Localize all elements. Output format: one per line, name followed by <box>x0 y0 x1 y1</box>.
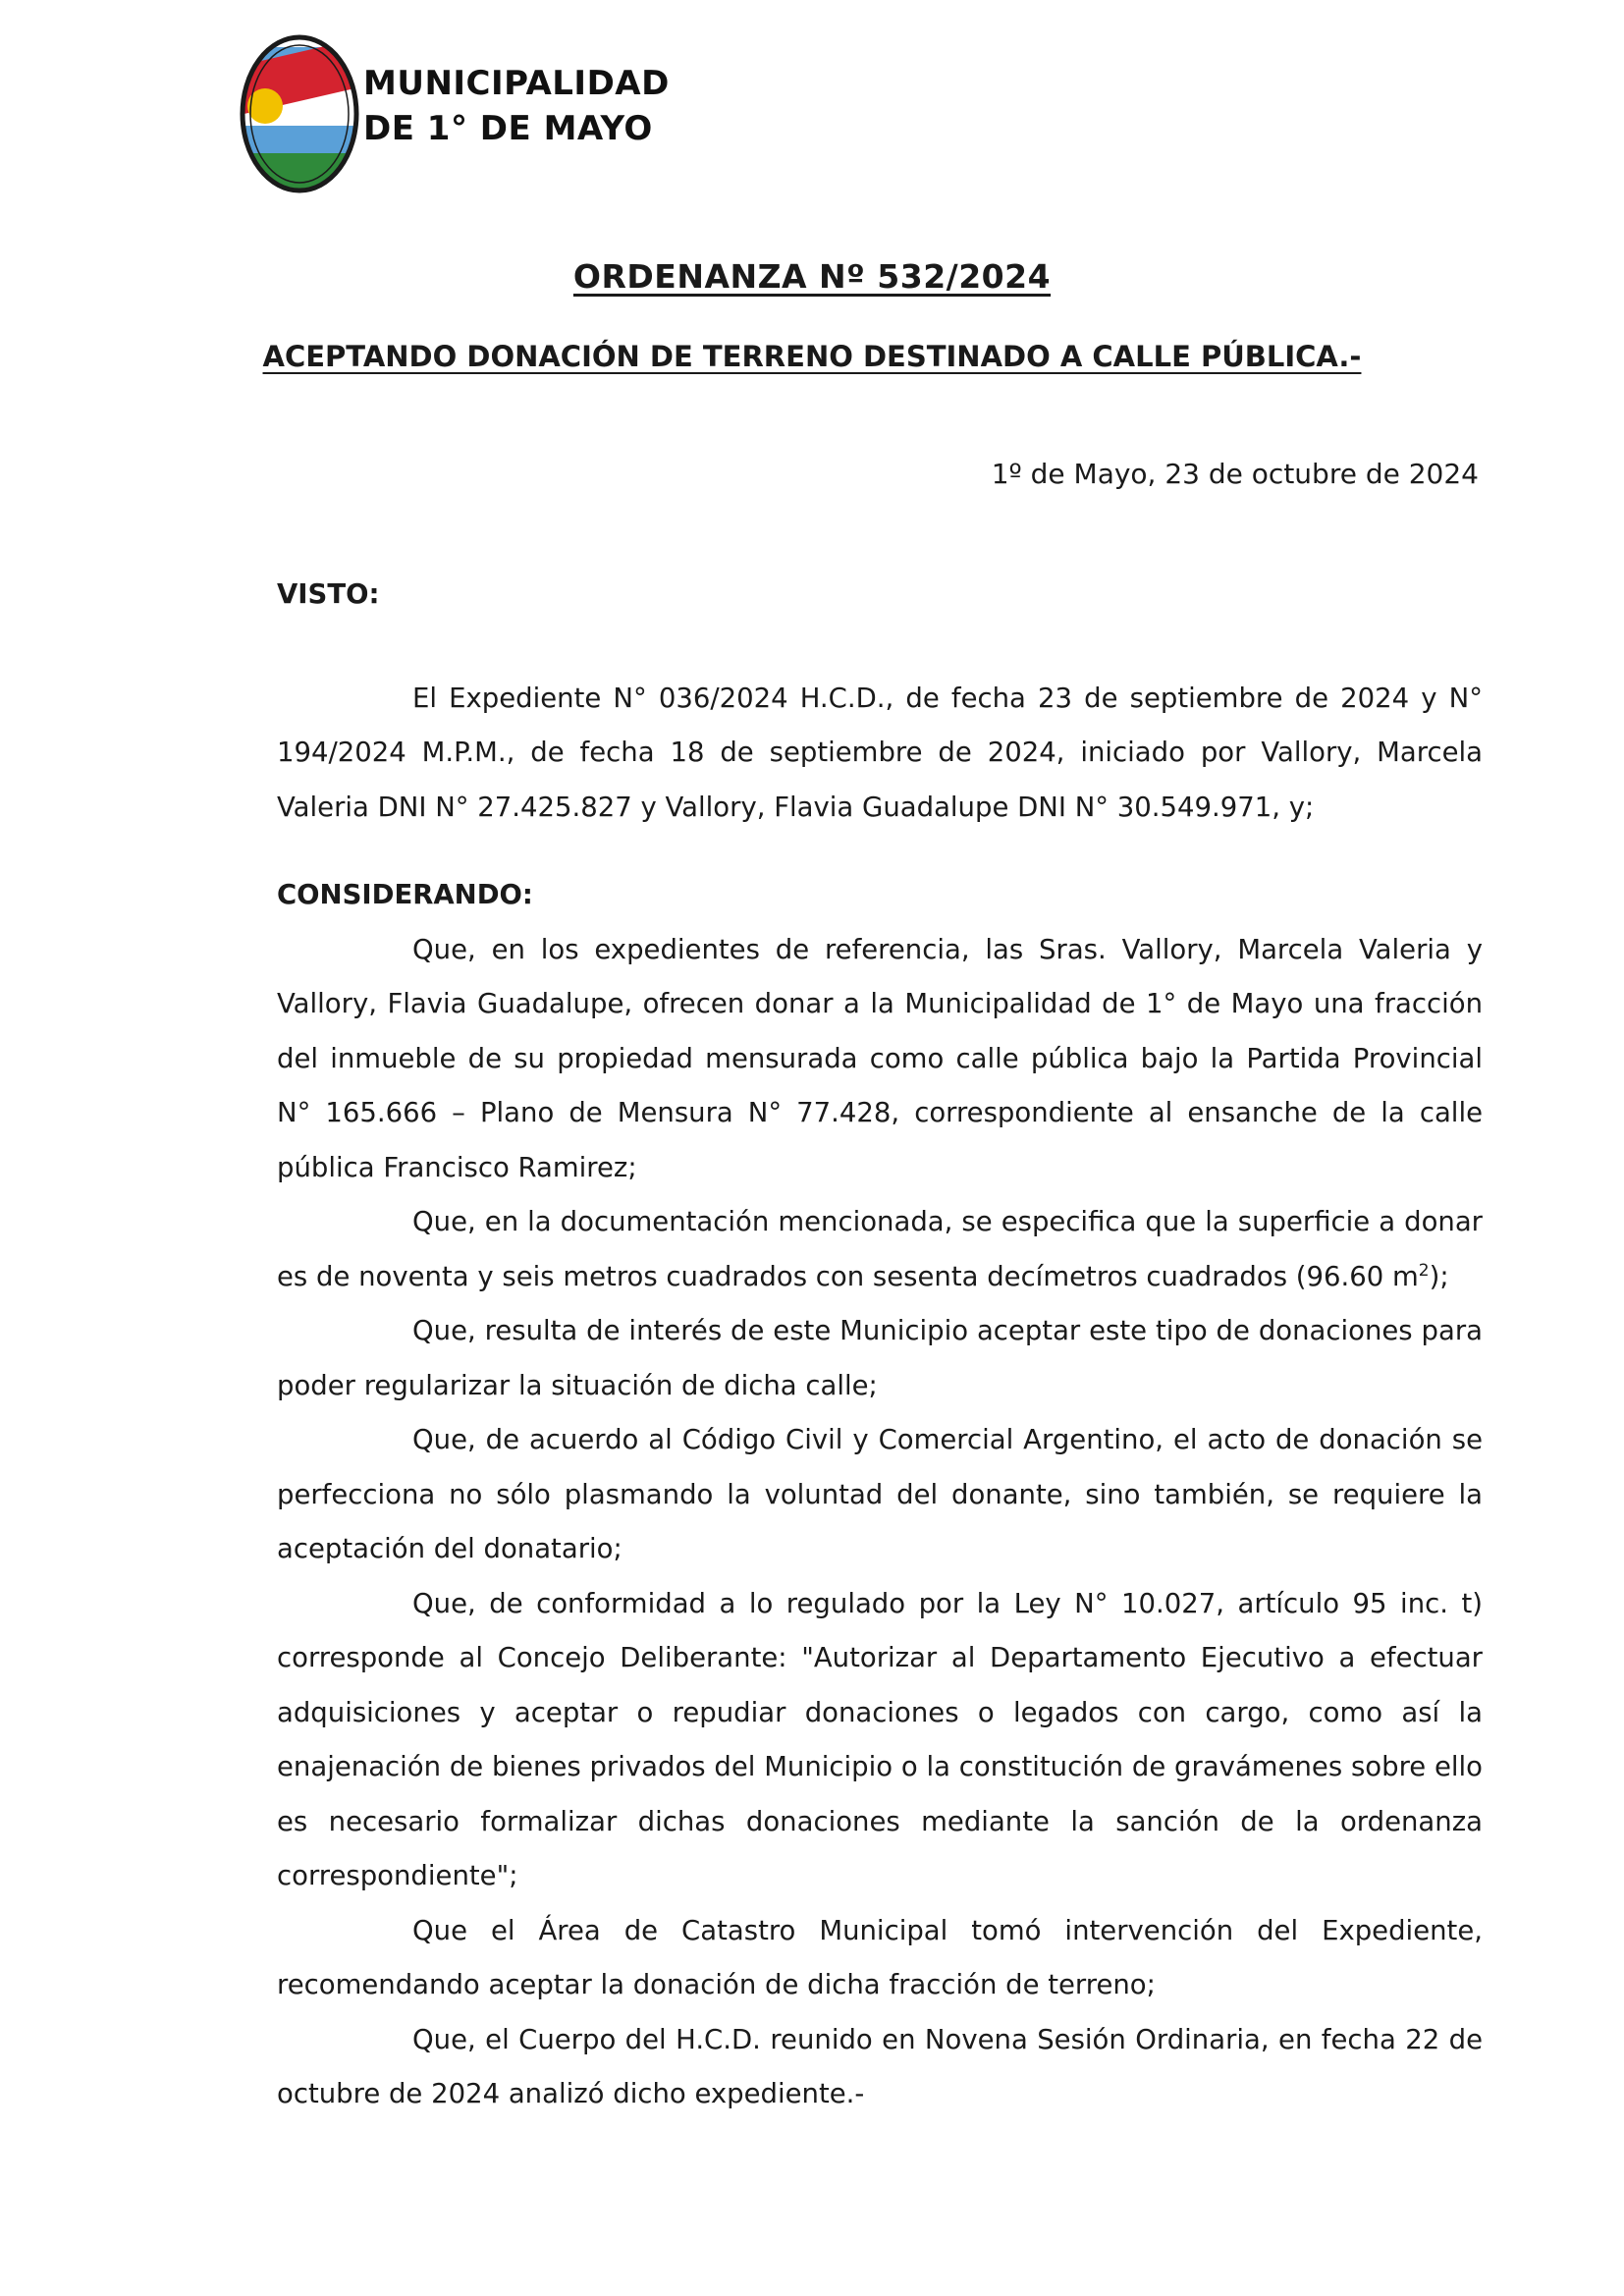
visto-heading: VISTO: <box>277 578 380 610</box>
letterhead <box>236 27 707 204</box>
considerando-paragraph-5: Que, de conformidad a lo regulado por la Ley N° 10.027, artículo 95 inc. t) corresponde al Concejo Deliberante: "Autorizar al Departamento Ejecutivo a efectuar adquisiciones y aceptar o repudiar donaciones o legados con cargo, como así la enajenación de bienes privados del Municipio o la constitución de gravámenes sobre ello es necesario formalizar dichas donaciones mediante la sanción de la ordenanza correspondiente"; <box>277 1587 1483 1891</box>
municipal-seal-icon <box>236 27 363 194</box>
considerando-paragraph-6: Que el Área de Catastro Municipal tomó intervención del Expediente, recomendando aceptar la donación de dicha fracción de terreno; <box>277 1914 1483 2000</box>
document-body <box>277 568 1483 2122</box>
municipality-name <box>363 61 670 151</box>
considerando-paragraph-3: Que, resulta de interés de este Municipio aceptar este tipo de donaciones para poder regularizar la situación de dicha calle; <box>277 1315 1483 1401</box>
ordinance-subtitle: ACEPTANDO DONACIÓN DE TERRENO DESTINADO A CALLE PÚBLICA.- <box>262 340 1362 373</box>
p2-text: Que, en la documentación mencionada, se especifica que la superficie a donar es de noventa y seis metros cuadrados con sesenta decímetros cuadrados (96.60 m <box>277 1206 1483 1292</box>
considerando-heading: CONSIDERANDO: <box>277 879 533 910</box>
org-line-2: DE 1° DE MAYO <box>363 109 653 148</box>
place-date: 1º de Mayo, 23 de octubre de 2024 <box>991 458 1479 490</box>
p2-text-end: ); <box>1429 1260 1449 1292</box>
org-line-1: MUNICIPALIDAD <box>363 64 670 103</box>
considerando-paragraph-7: Que, el Cuerpo del H.C.D. reunido en Novena Sesión Ordinaria, en fecha 22 de octubre de 2024 analizó dicho expediente.- <box>277 2023 1483 2109</box>
considerando-paragraph-1: Que, en los expedientes de referencia, las Sras. Vallory, Marcela Valeria y Vallory, Flavia Guadalupe, ofrecen donar a la Municipalidad de 1° de Mayo una fracción del inmueble de su propiedad mensurada como calle pública bajo la Partida Provincial N° 165.666 – Plano de Mensura N° 77.428, correspondiente al ensanche de la calle pública Francisco Ramirez; <box>277 933 1483 1183</box>
visto-paragraph: El Expediente N° 036/2024 H.C.D., de fecha 23 de septiembre de 2024 y N° 194/2024 M.P.M., de fecha 18 de septiembre de 2024, iniciado por Vallory, Marcela Valeria DNI N° 27.425.827 y Vallory, Flavia Guadalupe DNI N° 30.549.971, y; <box>277 682 1483 823</box>
considerando-paragraph-2 <box>277 1195 1483 1304</box>
p2-superscript: 2 <box>1418 1260 1430 1281</box>
considerando-paragraph-4: Que, de acuerdo al Código Civil y Comercial Argentino, el acto de donación se perfecciona no sólo plasmando la voluntad del donante, sino también, se requiere la aceptación del donatario; <box>277 1424 1483 1564</box>
ordinance-title: ORDENANZA Nº 532/2024 <box>572 257 1052 296</box>
